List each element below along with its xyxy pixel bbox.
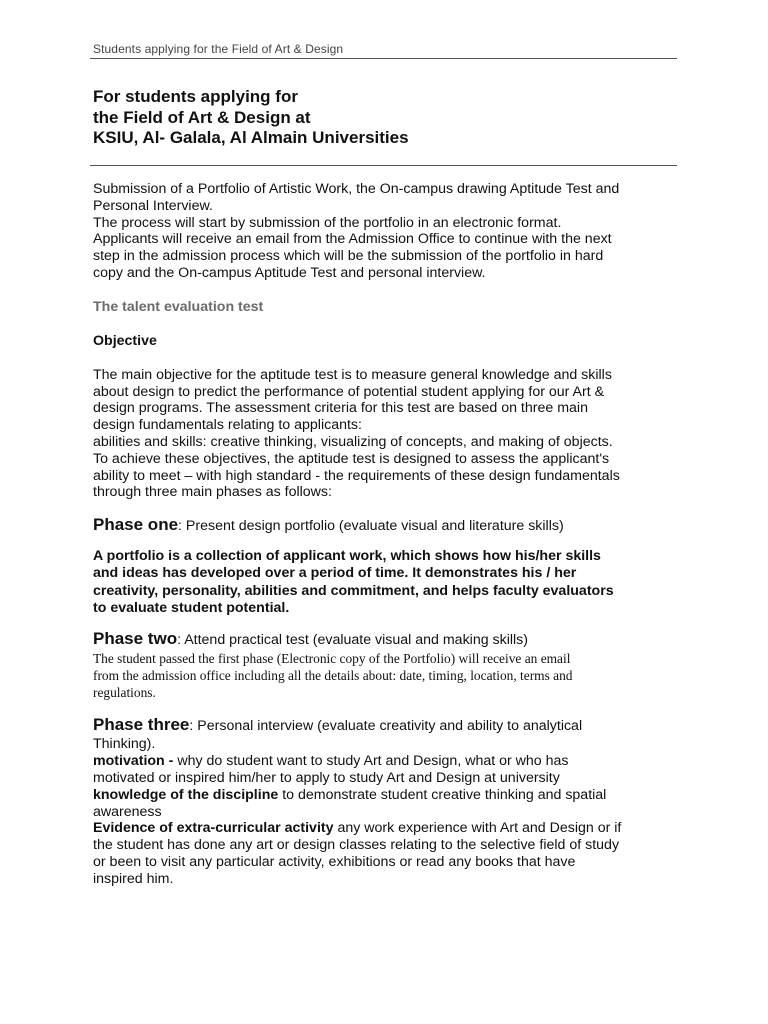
- objective-line: design fundamentals relating to applicants:: [93, 417, 362, 434]
- knowledge-line: [93, 787, 683, 804]
- evidence-term: Evidence of extra-curricular activity: [93, 820, 334, 837]
- intro-paragraph: [93, 181, 683, 282]
- title-rule: [90, 165, 677, 166]
- portfolio-line: creativity, personality, abilities and commitment, and helps faculty evaluators: [93, 582, 614, 599]
- motivation-line: motivated or inspired him/her to apply to study Art and Design at university: [93, 769, 560, 786]
- phase-two-description: : Attend practical test (evaluate visual and making skills): [177, 632, 529, 649]
- intro-line: step in the admission process which will be the submission of the portfolio in hard: [93, 248, 604, 265]
- evidence-line: the student has done any art or design classes relating to the selective field of study: [93, 837, 620, 854]
- running-header: Students applying for the Field of Art & Design: [93, 42, 344, 56]
- document-title: [93, 87, 409, 149]
- spacer: [93, 536, 683, 548]
- phase-three-heading: [93, 715, 683, 736]
- knowledge-text: to demonstrate student creative thinking and spatial: [278, 786, 607, 803]
- portfolio-line: and ideas has developed over a period of time. It demonstrates his / her: [93, 565, 577, 582]
- objective-line: The main objective for the aptitude test is to measure general knowledge and skills: [93, 366, 612, 383]
- objective-heading: Objective: [93, 332, 157, 349]
- knowledge-line: awareness: [93, 803, 162, 820]
- title-line: For students applying for: [93, 87, 298, 106]
- title-line: the Field of Art & Design at: [93, 107, 311, 127]
- objective-line: ability to meet – with high standard - the requirements of these design fundamentals: [93, 467, 620, 484]
- knowledge-term: knowledge of the discipline: [93, 786, 279, 803]
- motivation-text: why do student want to study Art and Design, what or who has: [173, 753, 569, 770]
- phase-three-description: : Personal interview (evaluate creativity and ability to analytical: [189, 718, 583, 735]
- phase-one-description: : Present design portfolio (evaluate visual and literature skills): [178, 518, 564, 535]
- motivation-line: [93, 753, 683, 770]
- phase-two-line: from the admission office including all the details about: date, timing, location, terms and: [93, 668, 573, 684]
- objective-line: abilities and skills: creative thinking, visualizing of concepts, and making of objects.: [93, 433, 613, 450]
- portfolio-line: to evaluate student potential.: [93, 600, 290, 617]
- phase-two-line: The student passed the first phase (Electronic copy of the Portfolio) will receive an email: [93, 651, 571, 667]
- phase-three-line: Thinking).: [93, 736, 156, 753]
- document-body: [93, 181, 683, 888]
- spacer: [93, 617, 683, 629]
- intro-line: Applicants will receive an email from the Admission Office to continue with the next: [93, 231, 612, 248]
- evidence-line: inspired him.: [93, 870, 174, 887]
- intro-line: copy and the On-campus Aptitude Test and personal interview.: [93, 264, 486, 281]
- phase-two-heading: [93, 629, 683, 650]
- spacer: [93, 501, 683, 515]
- spacer: [93, 701, 683, 715]
- intro-line: Personal Interview.: [93, 197, 213, 214]
- spacer: [93, 316, 683, 333]
- phase-three-body: [93, 736, 683, 887]
- intro-line: Submission of a Portfolio of Artistic Work, the On-campus drawing Aptitude Test and: [93, 181, 620, 197]
- phase-three-label: Phase three: [93, 715, 190, 735]
- intro-line: The process will start by submission of the portfolio in an electronic format.: [93, 214, 562, 231]
- phase-two-label: Phase two: [93, 629, 178, 649]
- objective-line: through three main phases as follows:: [93, 484, 332, 501]
- spacer: [93, 282, 683, 299]
- phase-one-label: Phase one: [93, 515, 179, 535]
- section-heading: The talent evaluation test: [93, 298, 264, 315]
- objective-line: To achieve these objectives, the aptitude test is designed to assess the applicant's: [93, 450, 610, 467]
- evidence-line: or been to visit any particular activity, exhibitions or read any books that have: [93, 853, 576, 870]
- objective-paragraph: [93, 367, 683, 501]
- evidence-text: any work experience with Art and Design or if: [333, 820, 622, 837]
- phase-one-heading: [93, 515, 683, 536]
- portfolio-line: A portfolio is a collection of applicant work, which shows how his/her skills: [93, 548, 601, 565]
- phase-two-details: [93, 650, 683, 701]
- objective-line: design programs. The assessment criteria for this test are based on three main: [93, 400, 588, 417]
- motivation-term: motivation -: [93, 753, 174, 770]
- phase-two-line: regulations.: [93, 685, 156, 701]
- title-line: KSIU, Al- Galala, Al Almain Universities: [93, 128, 409, 147]
- portfolio-definition: [93, 548, 683, 617]
- objective-line: about design to predict the performance of potential student applying for our Art &: [93, 383, 605, 400]
- header-rule: [90, 58, 677, 59]
- evidence-line: [93, 820, 683, 837]
- spacer: [93, 350, 683, 367]
